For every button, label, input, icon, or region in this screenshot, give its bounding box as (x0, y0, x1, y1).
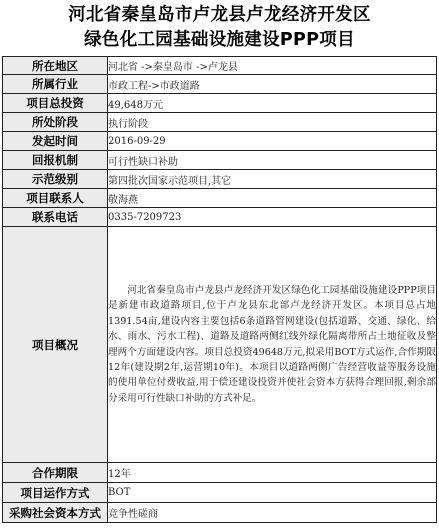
row-demo-level (3, 170, 437, 189)
title-line-2: 绿色化工园基础设施建设PPP项目 (84, 30, 355, 50)
row-total-investment (3, 94, 437, 113)
value-region: 河北省 ->秦皇岛市 ->卢龙县 (108, 57, 437, 75)
label-operation-mode: 项目运作方式 (3, 483, 108, 503)
row-launch-date (3, 132, 437, 151)
row-operation-mode (3, 483, 437, 503)
value-industry: 市政工程->市政道路 (108, 75, 437, 94)
value-return-mechanism: 可行性缺口补助 (108, 151, 437, 170)
row-region (3, 57, 437, 75)
row-return-mechanism (3, 151, 437, 170)
value-contact-phone: 0335-7209723 (108, 208, 437, 227)
label-cooperation-period: 合作期限 (3, 463, 108, 483)
label-project-overview: 项目概况 (3, 227, 108, 463)
value-cooperation-period: 12年 (108, 463, 437, 483)
label-stage: 所处阶段 (3, 113, 108, 132)
value-launch-date: 2016-09-29 (108, 132, 437, 151)
label-contact-phone: 联系电话 (3, 208, 108, 227)
value-stage: 执行阶段 (108, 113, 437, 132)
label-contact-person: 项目联系人 (3, 189, 108, 208)
label-total-investment: 项目总投资 (3, 94, 108, 113)
label-procurement-method: 采购社会资本方式 (3, 503, 108, 523)
value-project-overview: 河北省秦皇岛市卢龙县卢龙经济开发区绿色化工园基础设施建设PPP项目是新建市政道路项目,位于卢龙县东北部卢龙经济开发区。本项目总占地1391.54亩,建设内容主要包括6条道路管网建设(包括道路、交通、绿化、给水、雨水、污水工程)、道路及道路两侧红线外绿化隔离带所占土地征收及整理两个方面建设内容。项目总投资49648万元,拟采用BOT方式运作,合作期限12年(建设期2年,运营期10年)。本项目以道路两侧广告经营收益等服务设施的使用单位付费收益,用于偿还建设投资并使社会资本方获得合理回报,剩余部分采用可行性缺口补助的方式补足。 (108, 227, 437, 463)
label-region: 所在地区 (3, 57, 108, 75)
label-return-mechanism: 回报机制 (3, 151, 108, 170)
row-contact-phone (3, 208, 437, 227)
row-procurement-method (3, 503, 437, 523)
label-launch-date: 发起时间 (3, 132, 108, 151)
row-industry (3, 75, 437, 94)
row-stage (3, 113, 437, 132)
project-info-table (2, 56, 437, 523)
row-contact-person (3, 189, 437, 208)
row-project-overview (3, 227, 437, 463)
value-total-investment: 49,648万元 (108, 94, 437, 113)
value-demo-level: 第四批次国家示范项目,其它 (108, 170, 437, 189)
value-contact-person: 敬海燕 (108, 189, 437, 208)
row-cooperation-period (3, 463, 437, 483)
label-demo-level: 示范级别 (3, 170, 108, 189)
value-procurement-method: 竞争性磋商 (108, 503, 437, 523)
title-line-1: 河北省秦皇岛市卢龙县卢龙经济开发区 (68, 5, 371, 25)
value-operation-mode: BOT (108, 483, 437, 503)
label-industry: 所属行业 (3, 75, 108, 94)
document-title (0, 0, 439, 56)
